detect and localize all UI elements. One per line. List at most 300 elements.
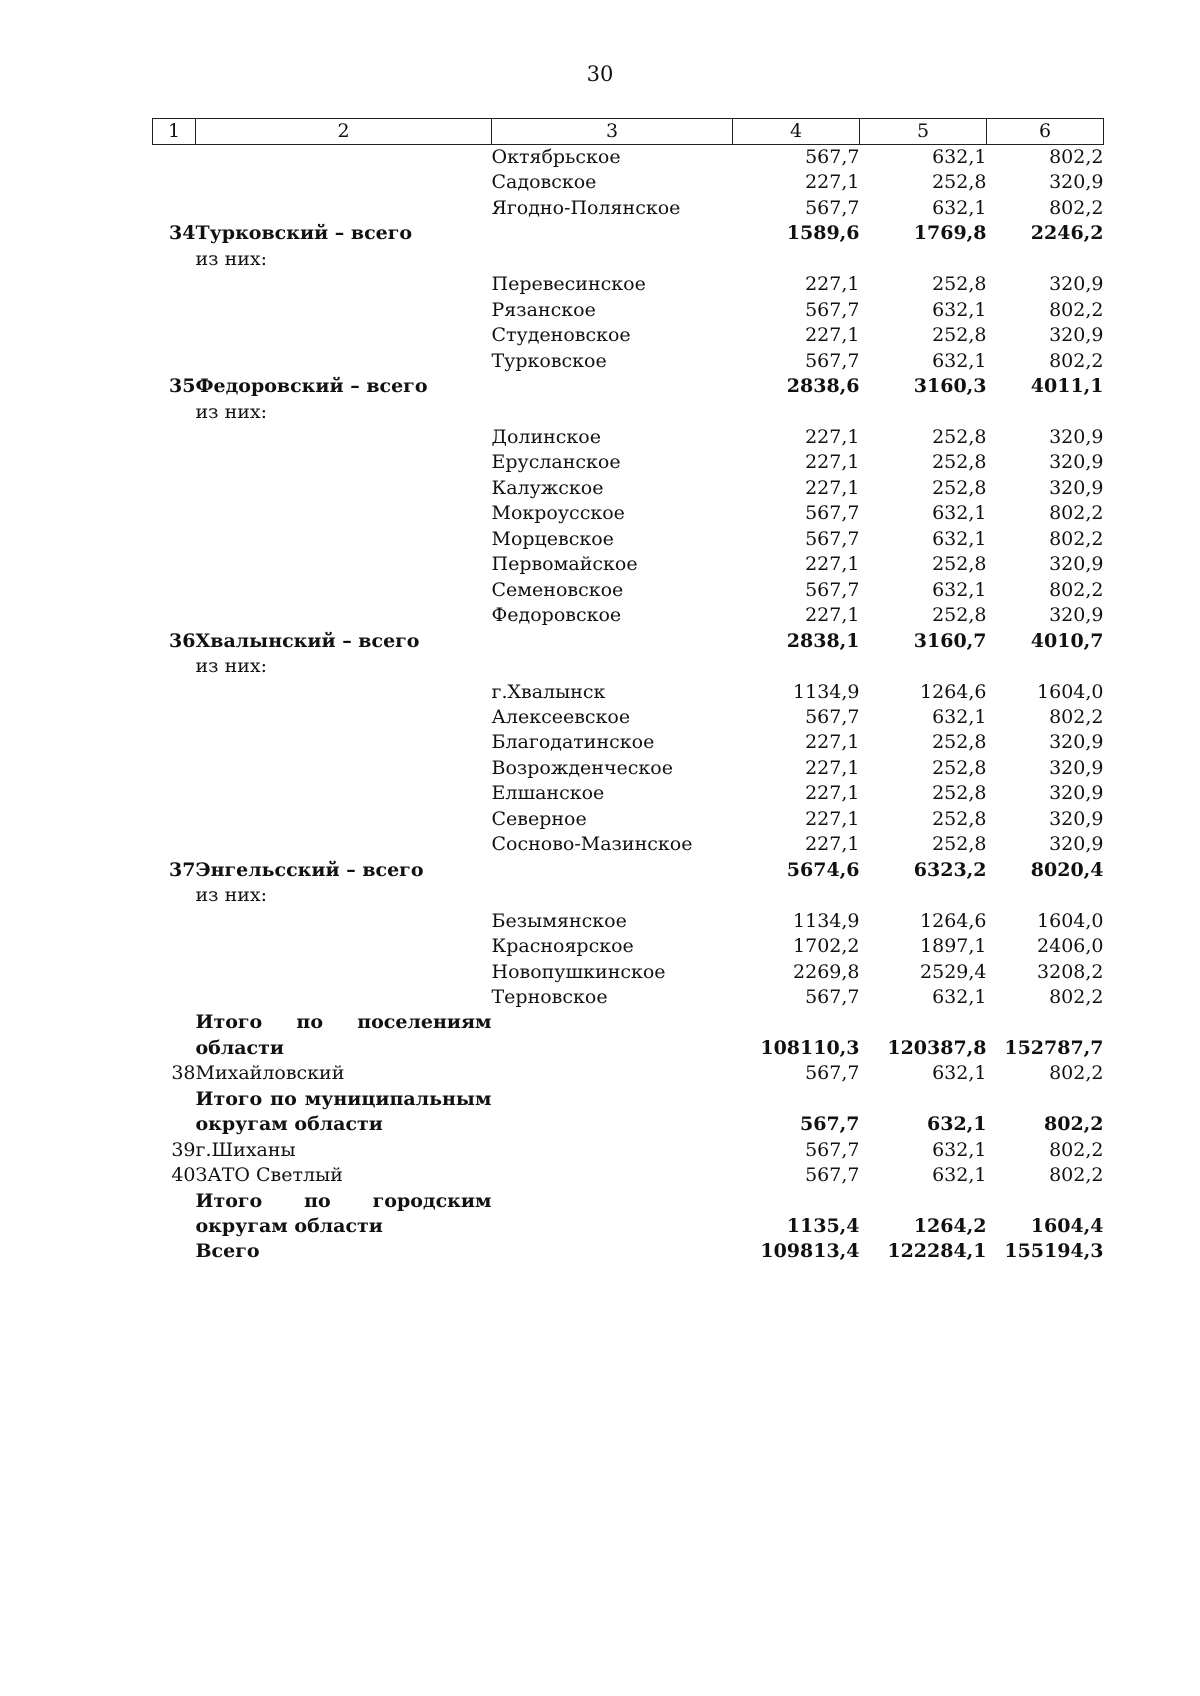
settlement-name (492, 1010, 733, 1035)
district-name: из них: (195, 247, 268, 270)
value-col-4: 1134,9 (793, 680, 860, 703)
value-col-4: 567,7 (805, 527, 860, 550)
district-name (196, 450, 492, 475)
district-name (196, 807, 492, 832)
value-col-6: 802,2 (1049, 985, 1104, 1008)
value-col-5: 1769,8 (913, 222, 987, 245)
district-name (196, 552, 492, 577)
table-row (153, 705, 1104, 730)
settlement-name: Федоровское (491, 604, 622, 627)
value-col-6 (987, 654, 1104, 679)
page-number: 30 (586, 62, 614, 86)
settlement-name: Возрожденческое (491, 756, 673, 779)
settlement-name: Благодатинское (491, 731, 655, 754)
table-row (153, 221, 1104, 246)
row-number (153, 450, 196, 475)
district-name: ЗАТО Светлый (195, 1164, 343, 1187)
value-col-4 (733, 1189, 860, 1214)
district-name (196, 298, 492, 323)
value-col-5: 3160,7 (913, 629, 987, 652)
settlement-name (492, 221, 733, 246)
table-row (153, 450, 1104, 475)
settlement-name: Перевесинское (491, 273, 646, 296)
value-col-4: 2838,6 (786, 375, 860, 398)
table-row (153, 1010, 1104, 1035)
value-col-6: 1604,4 (1030, 1215, 1104, 1238)
table-row (153, 807, 1104, 832)
settlement-name: Садовское (491, 171, 597, 194)
settlement-name (492, 1239, 733, 1264)
value-col-4: 1134,9 (793, 909, 860, 932)
district-name: Турковский – всего (195, 222, 413, 245)
value-col-5: 632,1 (932, 349, 987, 372)
value-col-6: 3208,2 (1037, 960, 1104, 983)
district-name (196, 145, 492, 171)
value-col-4: 227,1 (805, 731, 860, 754)
row-number (153, 400, 196, 425)
settlement-name: Сосново-Мазинское (491, 833, 693, 856)
value-col-6: 1604,0 (1037, 680, 1104, 703)
value-col-5: 632,1 (932, 146, 987, 168)
district-name (196, 756, 492, 781)
settlement-name: Новопушкинское (491, 960, 666, 983)
value-col-4: 567,7 (805, 1164, 860, 1187)
table-row (153, 247, 1104, 272)
table-row (153, 1163, 1104, 1188)
district-name (196, 323, 492, 348)
value-col-4: 567,7 (805, 196, 860, 219)
value-col-4: 227,1 (805, 604, 860, 627)
value-col-5 (860, 654, 987, 679)
value-col-6: 802,2 (1049, 578, 1104, 601)
column-header-6: 6 (987, 119, 1104, 145)
table-row (153, 1061, 1104, 1086)
value-col-4: 227,1 (805, 451, 860, 474)
value-col-5: 3160,3 (913, 375, 987, 398)
value-col-4 (733, 1010, 860, 1035)
value-col-5: 632,1 (932, 196, 987, 219)
row-number (153, 985, 196, 1010)
settlement-name: Ягодно-Полянское (491, 196, 681, 219)
settlement-name (492, 1189, 733, 1214)
row-number: 40 (171, 1164, 196, 1187)
district-name: Итого по городским (195, 1189, 492, 1212)
value-col-5: 632,1 (932, 578, 987, 601)
value-col-5: 632,1 (932, 705, 987, 728)
value-col-6: 802,2 (1049, 502, 1104, 525)
table-body (153, 145, 1104, 1265)
value-col-6: 320,9 (1049, 604, 1104, 627)
district-name: Федоровский – всего (195, 375, 428, 398)
table-row (153, 832, 1104, 857)
value-col-4: 567,7 (805, 578, 860, 601)
table-row (153, 934, 1104, 959)
value-col-4: 567,7 (805, 146, 860, 168)
column-header-2: 2 (196, 119, 492, 145)
value-col-5: 632,1 (932, 1062, 987, 1085)
value-col-4 (733, 654, 860, 679)
value-col-4: 227,1 (805, 833, 860, 856)
value-col-4: 227,1 (805, 756, 860, 779)
value-col-6: 320,9 (1049, 807, 1104, 830)
settlement-name: Калужское (491, 476, 604, 499)
value-col-4: 2838,1 (786, 629, 860, 652)
value-col-4: 108110,3 (760, 1036, 860, 1059)
settlement-name: Безымянское (491, 909, 627, 932)
row-number (153, 196, 196, 221)
value-col-6: 802,2 (1049, 1164, 1104, 1187)
settlement-name: Терновское (491, 985, 608, 1008)
row-number (153, 145, 196, 171)
settlement-name: Первомайское (491, 553, 638, 576)
district-name: Итого по поселениям (195, 1011, 492, 1034)
row-number (153, 425, 196, 450)
table-row (153, 654, 1104, 679)
row-number (153, 1214, 196, 1239)
row-number (153, 807, 196, 832)
value-col-4: 567,7 (805, 985, 860, 1008)
row-number (153, 960, 196, 985)
district-name: г.Шиханы (195, 1138, 296, 1161)
row-number (153, 476, 196, 501)
district-name (196, 527, 492, 552)
value-col-5: 632,1 (927, 1113, 987, 1136)
value-col-6: 2406,0 (1037, 935, 1104, 958)
value-col-4: 227,1 (805, 171, 860, 194)
table-row (153, 476, 1104, 501)
value-col-5: 1264,6 (920, 909, 987, 932)
value-col-4: 567,7 (805, 349, 860, 372)
value-col-5: 252,8 (932, 731, 987, 754)
row-number: 35 (169, 375, 196, 398)
value-col-6: 802,2 (1049, 146, 1104, 168)
table-row (153, 1239, 1104, 1264)
district-name (196, 578, 492, 603)
table-row (153, 425, 1104, 450)
district-name (196, 196, 492, 221)
district-name: округам области (195, 1215, 383, 1238)
value-col-4: 567,7 (805, 502, 860, 525)
table-row (153, 1138, 1104, 1163)
table-header-row (153, 119, 1104, 145)
row-number (153, 349, 196, 374)
budget-table (152, 118, 1104, 1265)
value-col-5: 252,8 (932, 273, 987, 296)
district-name: из них: (195, 884, 268, 907)
settlement-name: Рязанское (491, 298, 596, 321)
value-col-6: 802,2 (1049, 527, 1104, 550)
row-number (153, 1087, 196, 1112)
value-col-6: 802,2 (1044, 1113, 1104, 1136)
value-col-6: 320,9 (1049, 756, 1104, 779)
settlement-name: Алексеевское (491, 705, 631, 728)
value-col-6: 320,9 (1049, 476, 1104, 499)
row-number: 38 (171, 1062, 196, 1085)
value-col-4: 227,1 (805, 273, 860, 296)
district-name (196, 501, 492, 526)
settlement-name (492, 883, 733, 908)
row-number (153, 730, 196, 755)
settlement-name (492, 1036, 733, 1061)
value-col-6 (987, 247, 1104, 272)
value-col-5: 120387,8 (887, 1036, 987, 1059)
table-row (153, 374, 1104, 399)
value-col-6: 155194,3 (1004, 1240, 1104, 1263)
value-col-4: 227,1 (805, 425, 860, 448)
district-name: из них: (195, 655, 268, 678)
row-number (153, 527, 196, 552)
value-col-6: 1604,0 (1037, 909, 1104, 932)
value-col-6 (987, 1087, 1104, 1112)
value-col-5: 252,8 (932, 451, 987, 474)
district-name: Всего (195, 1240, 260, 1263)
district-name: области (195, 1036, 284, 1059)
value-col-6: 802,2 (1049, 196, 1104, 219)
value-col-5 (860, 400, 987, 425)
value-col-4 (733, 1087, 860, 1112)
value-col-4: 227,1 (805, 324, 860, 347)
value-col-5: 252,8 (932, 782, 987, 805)
value-col-4: 567,7 (805, 705, 860, 728)
table-row (153, 349, 1104, 374)
settlement-name: Северное (491, 807, 587, 830)
row-number (153, 832, 196, 857)
district-name (196, 730, 492, 755)
value-col-4: 1702,2 (793, 935, 860, 958)
value-col-6: 4011,1 (1030, 375, 1104, 398)
value-col-5: 252,8 (932, 553, 987, 576)
row-number (153, 272, 196, 297)
value-col-5 (860, 1010, 987, 1035)
table-row (153, 960, 1104, 985)
value-col-6: 320,9 (1049, 425, 1104, 448)
district-name (196, 781, 492, 806)
settlement-name (492, 1138, 733, 1163)
row-number (153, 247, 196, 272)
value-col-6: 2246,2 (1030, 222, 1104, 245)
settlement-name: Мокроусское (491, 502, 625, 525)
district-name (196, 425, 492, 450)
row-number (153, 170, 196, 195)
district-name (196, 832, 492, 857)
table-row (153, 883, 1104, 908)
district-name (196, 349, 492, 374)
settlement-name (492, 858, 733, 883)
value-col-4: 567,7 (805, 1062, 860, 1085)
row-number (153, 603, 196, 628)
value-col-5: 122284,1 (887, 1240, 987, 1263)
value-col-4 (733, 883, 860, 908)
value-col-6 (987, 883, 1104, 908)
settlement-name: Морцевское (491, 527, 614, 550)
value-col-6: 4010,7 (1030, 629, 1104, 652)
value-col-5 (860, 883, 987, 908)
value-col-6 (987, 1189, 1104, 1214)
district-name: Михайловский (195, 1062, 345, 1085)
district-name (196, 603, 492, 628)
value-col-5: 252,8 (932, 604, 987, 627)
table-row (153, 145, 1104, 171)
row-number (153, 781, 196, 806)
value-col-6: 802,2 (1049, 705, 1104, 728)
value-col-4 (733, 247, 860, 272)
row-number (153, 909, 196, 934)
value-col-5: 1264,6 (920, 680, 987, 703)
district-name: из них: (195, 400, 268, 423)
settlement-name (492, 1112, 733, 1137)
district-name (196, 909, 492, 934)
value-col-6: 320,9 (1049, 782, 1104, 805)
column-header-4: 4 (733, 119, 860, 145)
district-name (196, 934, 492, 959)
value-col-6 (987, 400, 1104, 425)
district-name (196, 170, 492, 195)
row-number (153, 705, 196, 730)
row-number (153, 756, 196, 781)
value-col-6: 802,2 (1049, 1138, 1104, 1161)
table-row (153, 781, 1104, 806)
value-col-5: 252,8 (932, 807, 987, 830)
settlement-name: Красноярское (491, 935, 634, 958)
value-col-5: 252,8 (932, 476, 987, 499)
district-name (196, 476, 492, 501)
district-name: Хвалынский – всего (195, 629, 420, 652)
row-number: 39 (171, 1138, 196, 1161)
row-number (153, 552, 196, 577)
value-col-6: 320,9 (1049, 833, 1104, 856)
value-col-6: 320,9 (1049, 451, 1104, 474)
row-number (153, 654, 196, 679)
value-col-4: 227,1 (805, 807, 860, 830)
table-row (153, 1036, 1104, 1061)
table-row (153, 603, 1104, 628)
value-col-5: 632,1 (932, 985, 987, 1008)
settlement-name: Семеновское (491, 578, 624, 601)
value-col-6: 320,9 (1049, 171, 1104, 194)
value-col-5 (860, 247, 987, 272)
row-number: 37 (169, 858, 196, 881)
settlement-name (492, 400, 733, 425)
value-col-4: 1135,4 (786, 1215, 860, 1238)
value-col-6: 320,9 (1049, 273, 1104, 296)
district-name (196, 705, 492, 730)
table-row (153, 985, 1104, 1010)
settlement-name: Елшанское (491, 782, 605, 805)
value-col-4: 227,1 (805, 553, 860, 576)
district-name: Энгельсский – всего (195, 858, 424, 881)
settlement-name (492, 1061, 733, 1086)
table-row (153, 858, 1104, 883)
row-number (153, 680, 196, 705)
district-name (196, 960, 492, 985)
value-col-4: 567,7 (805, 298, 860, 321)
value-col-4: 2269,8 (793, 960, 860, 983)
table-row (153, 1214, 1104, 1239)
row-number (153, 1036, 196, 1061)
column-header-5: 5 (860, 119, 987, 145)
table-row (153, 272, 1104, 297)
value-col-5: 632,1 (932, 298, 987, 321)
value-col-5: 632,1 (932, 502, 987, 525)
settlement-name (492, 654, 733, 679)
value-col-5: 1897,1 (920, 935, 987, 958)
row-number (153, 298, 196, 323)
table-row (153, 196, 1104, 221)
value-col-6: 802,2 (1049, 349, 1104, 372)
value-col-6: 320,9 (1049, 731, 1104, 754)
district-name: Итого по муниципальным (195, 1087, 492, 1110)
value-col-4: 5674,6 (786, 858, 860, 881)
table-row (153, 527, 1104, 552)
value-col-4: 567,7 (805, 1138, 860, 1161)
table-row (153, 552, 1104, 577)
value-col-6: 152787,7 (1004, 1036, 1104, 1059)
row-number (153, 1189, 196, 1214)
value-col-6: 802,2 (1049, 298, 1104, 321)
table-row (153, 1189, 1104, 1214)
table-row (153, 909, 1104, 934)
value-col-4: 567,7 (800, 1113, 860, 1136)
value-col-5: 632,1 (932, 1138, 987, 1161)
settlement-name: Ерусланское (491, 451, 621, 474)
table-row (153, 730, 1104, 755)
settlement-name (492, 629, 733, 654)
table-row (153, 298, 1104, 323)
row-number (153, 323, 196, 348)
settlement-name (492, 247, 733, 272)
settlement-name (492, 1163, 733, 1188)
table-row (153, 1112, 1104, 1137)
value-col-4: 1589,6 (786, 222, 860, 245)
row-number (153, 1239, 196, 1264)
district-name (196, 272, 492, 297)
district-name (196, 985, 492, 1010)
row-number (153, 934, 196, 959)
row-number (153, 501, 196, 526)
value-col-6: 802,2 (1049, 1062, 1104, 1085)
table-row (153, 170, 1104, 195)
table-row (153, 578, 1104, 603)
column-header-1: 1 (153, 119, 196, 145)
value-col-6 (987, 1010, 1104, 1035)
value-col-6: 320,9 (1049, 324, 1104, 347)
value-col-5: 632,1 (932, 1164, 987, 1187)
value-col-6: 320,9 (1049, 553, 1104, 576)
table-row (153, 501, 1104, 526)
row-number (153, 1010, 196, 1035)
settlement-name: Студеновское (491, 324, 631, 347)
district-name (196, 680, 492, 705)
value-col-5: 252,8 (932, 171, 987, 194)
settlement-name (492, 374, 733, 399)
value-col-5 (860, 1189, 987, 1214)
table-row (153, 756, 1104, 781)
value-col-6: 8020,4 (1030, 858, 1104, 881)
value-col-5: 632,1 (932, 527, 987, 550)
value-col-5: 252,8 (932, 756, 987, 779)
row-number (153, 1112, 196, 1137)
table-row (153, 1087, 1104, 1112)
district-name: округам области (195, 1113, 383, 1136)
value-col-5: 1264,2 (913, 1215, 987, 1238)
table-row (153, 629, 1104, 654)
row-number: 36 (169, 629, 196, 652)
column-header-3: 3 (492, 119, 733, 145)
value-col-5 (860, 1087, 987, 1112)
row-number (153, 578, 196, 603)
settlement-name: Турковское (491, 349, 607, 372)
settlement-name (492, 1214, 733, 1239)
